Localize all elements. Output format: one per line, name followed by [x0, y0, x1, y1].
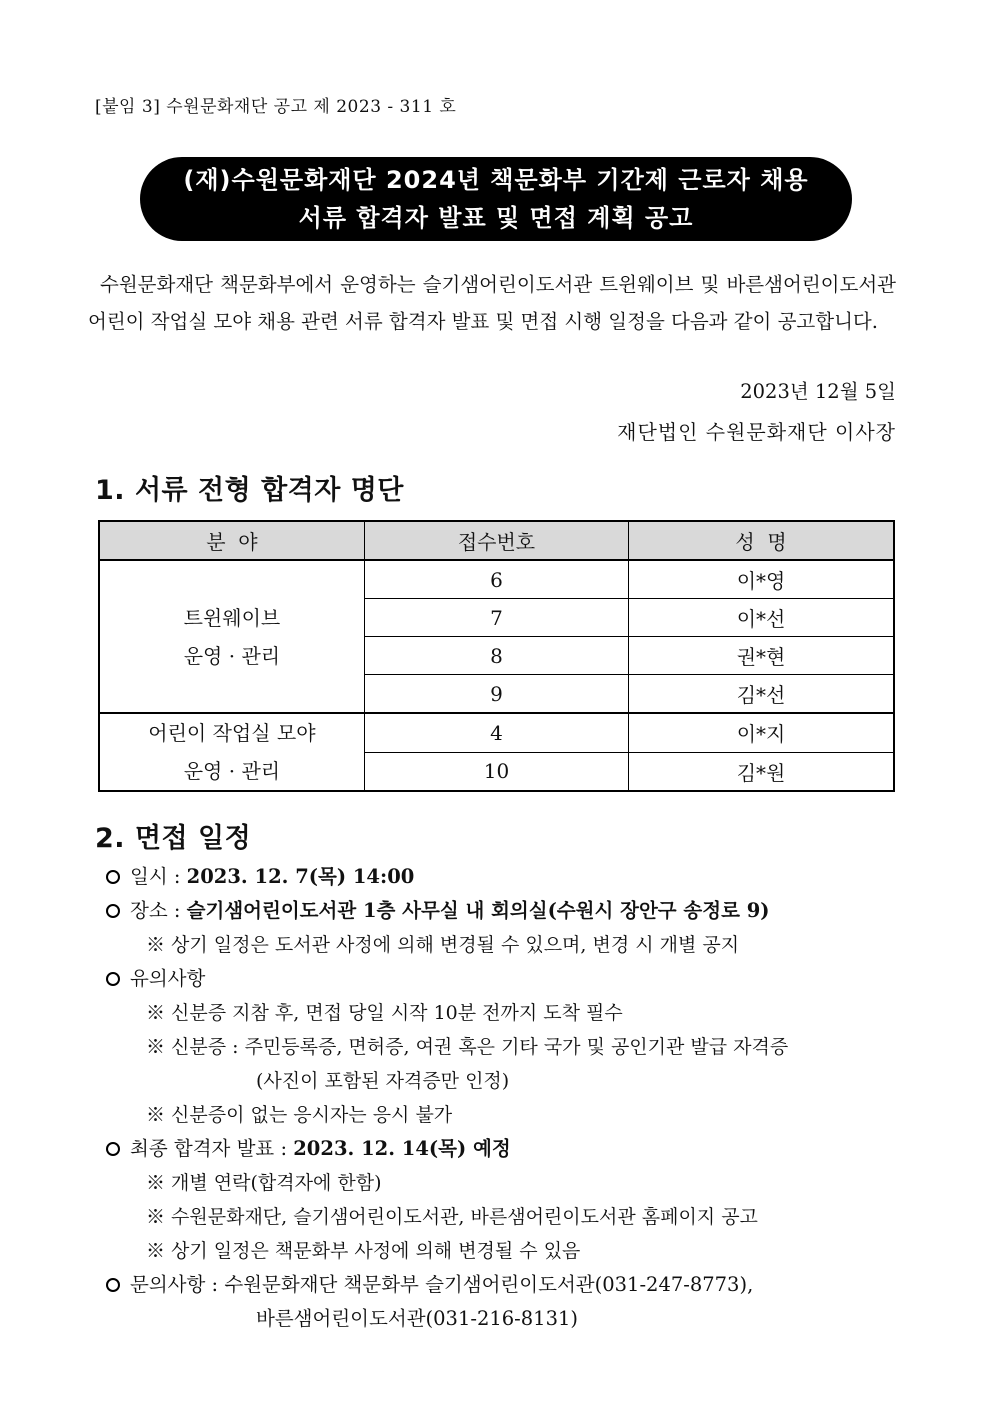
column-header-field: 분 야 [99, 521, 364, 560]
contact-line-continuation: 바른샘어린이도서관(031-216-8131) [256, 1307, 578, 1330]
caution-note: ※ 신분증 지참 후, 면접 당일 시작 10분 전까지 도착 필수 [146, 1002, 623, 1024]
receipt-number: 6 [364, 560, 628, 599]
interview-schedule [104, 860, 788, 1336]
schedule-item-contact [104, 1268, 788, 1302]
circle-bullet-icon [106, 1278, 120, 1292]
issuer-name: 재단법인 수원문화재단 이사장 [617, 420, 896, 444]
caution-label: 유의사항 [130, 967, 206, 990]
final-label: 최종 합격자 발표 : [130, 1137, 294, 1160]
caution-note: ※ 신분증이 없는 응시자는 응시 불가 [146, 1104, 453, 1126]
field-line: 운영 · 관리 [183, 643, 281, 668]
candidate-name: 이*영 [629, 560, 894, 599]
caution-note-continuation: (사진이 포함된 자격증만 인정) [256, 1070, 510, 1092]
circle-bullet-icon [106, 904, 120, 918]
schedule-item-final [104, 1132, 788, 1166]
field-line: 어린이 작업실 모야 [148, 721, 316, 745]
candidate-name: 이*선 [629, 599, 894, 637]
section1-heading: 1. 서류 전형 합격자 명단 [95, 475, 404, 506]
final-value: 2023. 12. 14(목) 예정 [293, 1137, 511, 1160]
circle-bullet-icon [106, 1142, 120, 1156]
intro-paragraph: 수원문화재단 책문화부에서 운영하는 슬기샘어린이도서관 트윈웨이브 및 바른샘어린이도서관 어린이 작업실 모야 채용 관련 서류 합격자 발표 및 면접 시행 일정을 다음과 같이 공고합니다. [88, 273, 896, 333]
field-cell-moya [99, 713, 364, 791]
table-header-row [99, 521, 894, 560]
datetime-value: 2023. 12. 7(목) 14:00 [186, 865, 415, 888]
receipt-number: 9 [364, 675, 628, 714]
candidate-name: 이*지 [629, 713, 894, 752]
final-note: ※ 상기 일정은 책문화부 사정에 의해 변경될 수 있음 [146, 1240, 581, 1262]
schedule-item-datetime [104, 860, 788, 894]
circle-bullet-icon [106, 870, 120, 884]
receipt-number: 4 [364, 713, 628, 752]
attachment-reference: [붙임 3] 수원문화재단 공고 제 2023 - 311 호 [95, 97, 457, 117]
candidate-name: 김*선 [629, 675, 894, 714]
contact-line: 문의사항 : 수원문화재단 책문화부 슬기샘어린이도서관(031-247-8773), [130, 1273, 754, 1296]
banner-title-line2: 서류 합격자 발표 및 면접 계획 공고 [298, 204, 694, 232]
title-banner [140, 157, 852, 241]
final-note: ※ 개별 연락(합격자에 한함) [146, 1172, 382, 1194]
final-note: ※ 수원문화재단, 슬기샘어린이도서관, 바른샘어린이도서관 홈페이지 공고 [146, 1206, 758, 1228]
schedule-item-caution [104, 962, 788, 996]
place-note: ※ 상기 일정은 도서관 사정에 의해 변경될 수 있으며, 변경 시 개별 공지 [146, 934, 740, 956]
column-header-name: 성 명 [629, 521, 894, 560]
passed-candidates-table [98, 520, 895, 792]
banner-title-line1: (재)수원문화재단 2024년 책문화부 기간제 근로자 채용 [183, 166, 809, 194]
field-cell-twinwave [99, 560, 364, 713]
announcement-date: 2023년 12월 5일 [740, 380, 896, 403]
receipt-number: 8 [364, 637, 628, 675]
table-row [99, 713, 894, 752]
receipt-number: 7 [364, 599, 628, 637]
column-header-number: 접수번호 [364, 521, 628, 560]
caution-note: ※ 신분증 : 주민등록증, 면허증, 여권 혹은 기타 국가 및 공인기관 발급 자격증 [146, 1036, 789, 1058]
field-line: 운영 · 관리 [183, 759, 281, 783]
receipt-number: 10 [364, 752, 628, 791]
table-row [99, 560, 894, 599]
circle-bullet-icon [106, 972, 120, 986]
place-value: 슬기샘어린이도서관 1층 사무실 내 회의실(수원시 장안구 송정로 9) [186, 899, 770, 922]
section2-heading: 2. 면접 일정 [95, 823, 252, 854]
datetime-label: 일시 : [130, 865, 187, 888]
schedule-item-place [104, 894, 788, 928]
candidate-name: 권*현 [629, 637, 894, 675]
candidate-name: 김*원 [629, 752, 894, 791]
place-label: 장소 : [130, 899, 187, 922]
field-line: 트윈웨이브 [183, 605, 281, 630]
